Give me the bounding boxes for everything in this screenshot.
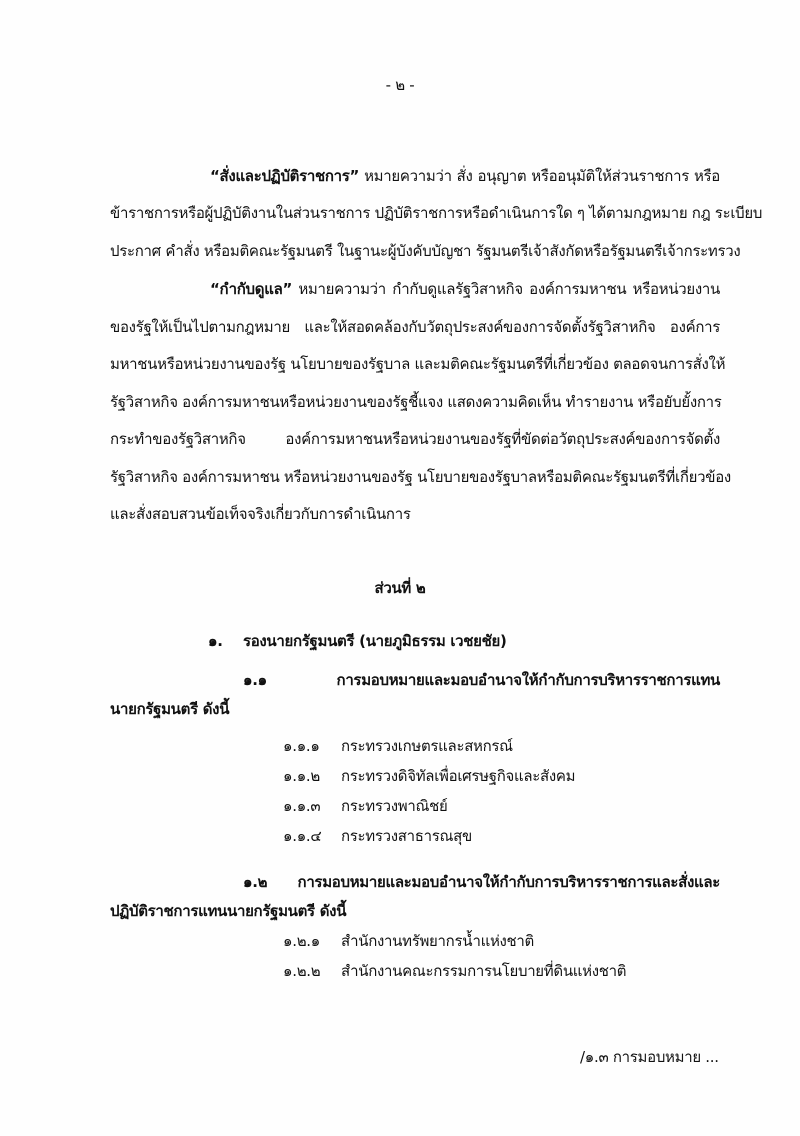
page-number: - ๒ -: [385, 76, 415, 94]
subsection-1-1-line-1: ๑.๑ การมอบหมายและมอบอำนาจให้กำกับการบริหารราชการแทน: [243, 671, 720, 689]
continuation-note: /๑.๓ การมอบหมาย ...: [580, 1048, 719, 1066]
item-text: รองนายกรัฐมนตรี (นายภูมิธรรม เวชยชัย): [242, 632, 507, 650]
definition-2-line-4: รัฐวิสาหกิจ องค์การมหาชนหรือหน่วยงานของรัฐชี้แจง แสดงความคิดเห็น ทำรายงาน หรือยับยั้งการ: [110, 393, 722, 411]
definition-1-line-2: ข้าราชการหรือผู้ปฏิบัติงานในส่วนราชการ ปฏิบัติราชการหรือดำเนินการใด ๆ ได้ตามกฎหมาย กฎ ระเบียบ: [110, 204, 763, 222]
definition-2-line-2: ของรัฐให้เป็นไปตามกฎหมาย และให้สอดคล้องกับวัตถุประสงค์ของการจัดตั้งรัฐวิสาหกิจ องค์การ: [110, 318, 720, 336]
list-item: ๑.๑.๒ กระทรวงดิจิทัลเพื่อเศรษฐกิจและสังคม: [283, 767, 576, 785]
list-item: ๑.๑.๑ กระทรวงเกษตรและสหกรณ์: [283, 737, 513, 755]
item-number: ๑.: [208, 632, 223, 650]
definition-1-line-1: “สั่งและปฏิบัติราชการ” หมายความว่า สั่ง อนุญาต หรืออนุมัติให้ส่วนราชการ หรือ: [210, 167, 721, 185]
definition-1-line-3: ประกาศ คำสั่ง หรือมติคณะรัฐมนตรี ในฐานะผู้บังคับบัญชา รัฐมนตรีเจ้าสังกัดหรือรัฐมนตรีเจ้ากระทรวง: [110, 242, 741, 260]
subsection-1-2-line-1: ๑.๒ การมอบหมายและมอบอำนาจให้กำกับการบริหารราชการและสั่งและ: [243, 873, 720, 891]
subsection-1-2-line-2: ปฏิบัติราชการแทนนายกรัฐมนตรี ดังนี้: [110, 902, 347, 920]
list-item: ๑.๑.๔ กระทรวงสาธารณสุข: [283, 827, 472, 845]
definition-2-line-3: มหาชนหรือหน่วยงานของรัฐ นโยบายของรัฐบาล และมติคณะรัฐมนตรีที่เกี่ยวข้อง ตลอดจนการสั่งให้: [110, 355, 726, 373]
definition-2-line-5: กระทำของรัฐวิสาหกิจ องค์การมหาชนหรือหน่วยงานของรัฐที่ขัดต่อวัตถุประสงค์ของการจัดตั้ง: [110, 430, 720, 448]
item-1: [208, 631, 507, 651]
definition-2-line-6: รัฐวิสาหกิจ องค์การมหาชน หรือหน่วยงานของรัฐ นโยบายของรัฐบาลหรือมติคณะรัฐมนตรีที่เกี่ยวข้อง: [110, 468, 731, 486]
section-title: ส่วนที่ ๒: [374, 579, 426, 597]
subsection-1-1-line-2: นายกรัฐมนตรี ดังนี้: [110, 700, 230, 718]
definition-2-line-1: “กำกับดูแล” หมายความว่า กำกับดูแลรัฐวิสาหกิจ องค์การมหาชน หรือหน่วยงาน: [210, 280, 720, 298]
list-item: ๑.๒.๑ สำนักงานทรัพยากรน้ำแห่งชาติ: [283, 932, 534, 950]
list-item: ๑.๒.๒ สำนักงานคณะกรรมการนโยบายที่ดินแห่งชาติ: [283, 962, 627, 980]
list-item: ๑.๑.๓ กระทรวงพาณิชย์: [283, 797, 448, 815]
definition-term: “สั่งและปฏิบัติราชการ”: [210, 167, 360, 185]
definition-term: “กำกับดูแล”: [210, 280, 293, 298]
definition-2-line-7: และสั่งสอบสวนข้อเท็จจริงเกี่ยวกับการดำเนินการ: [110, 505, 411, 523]
